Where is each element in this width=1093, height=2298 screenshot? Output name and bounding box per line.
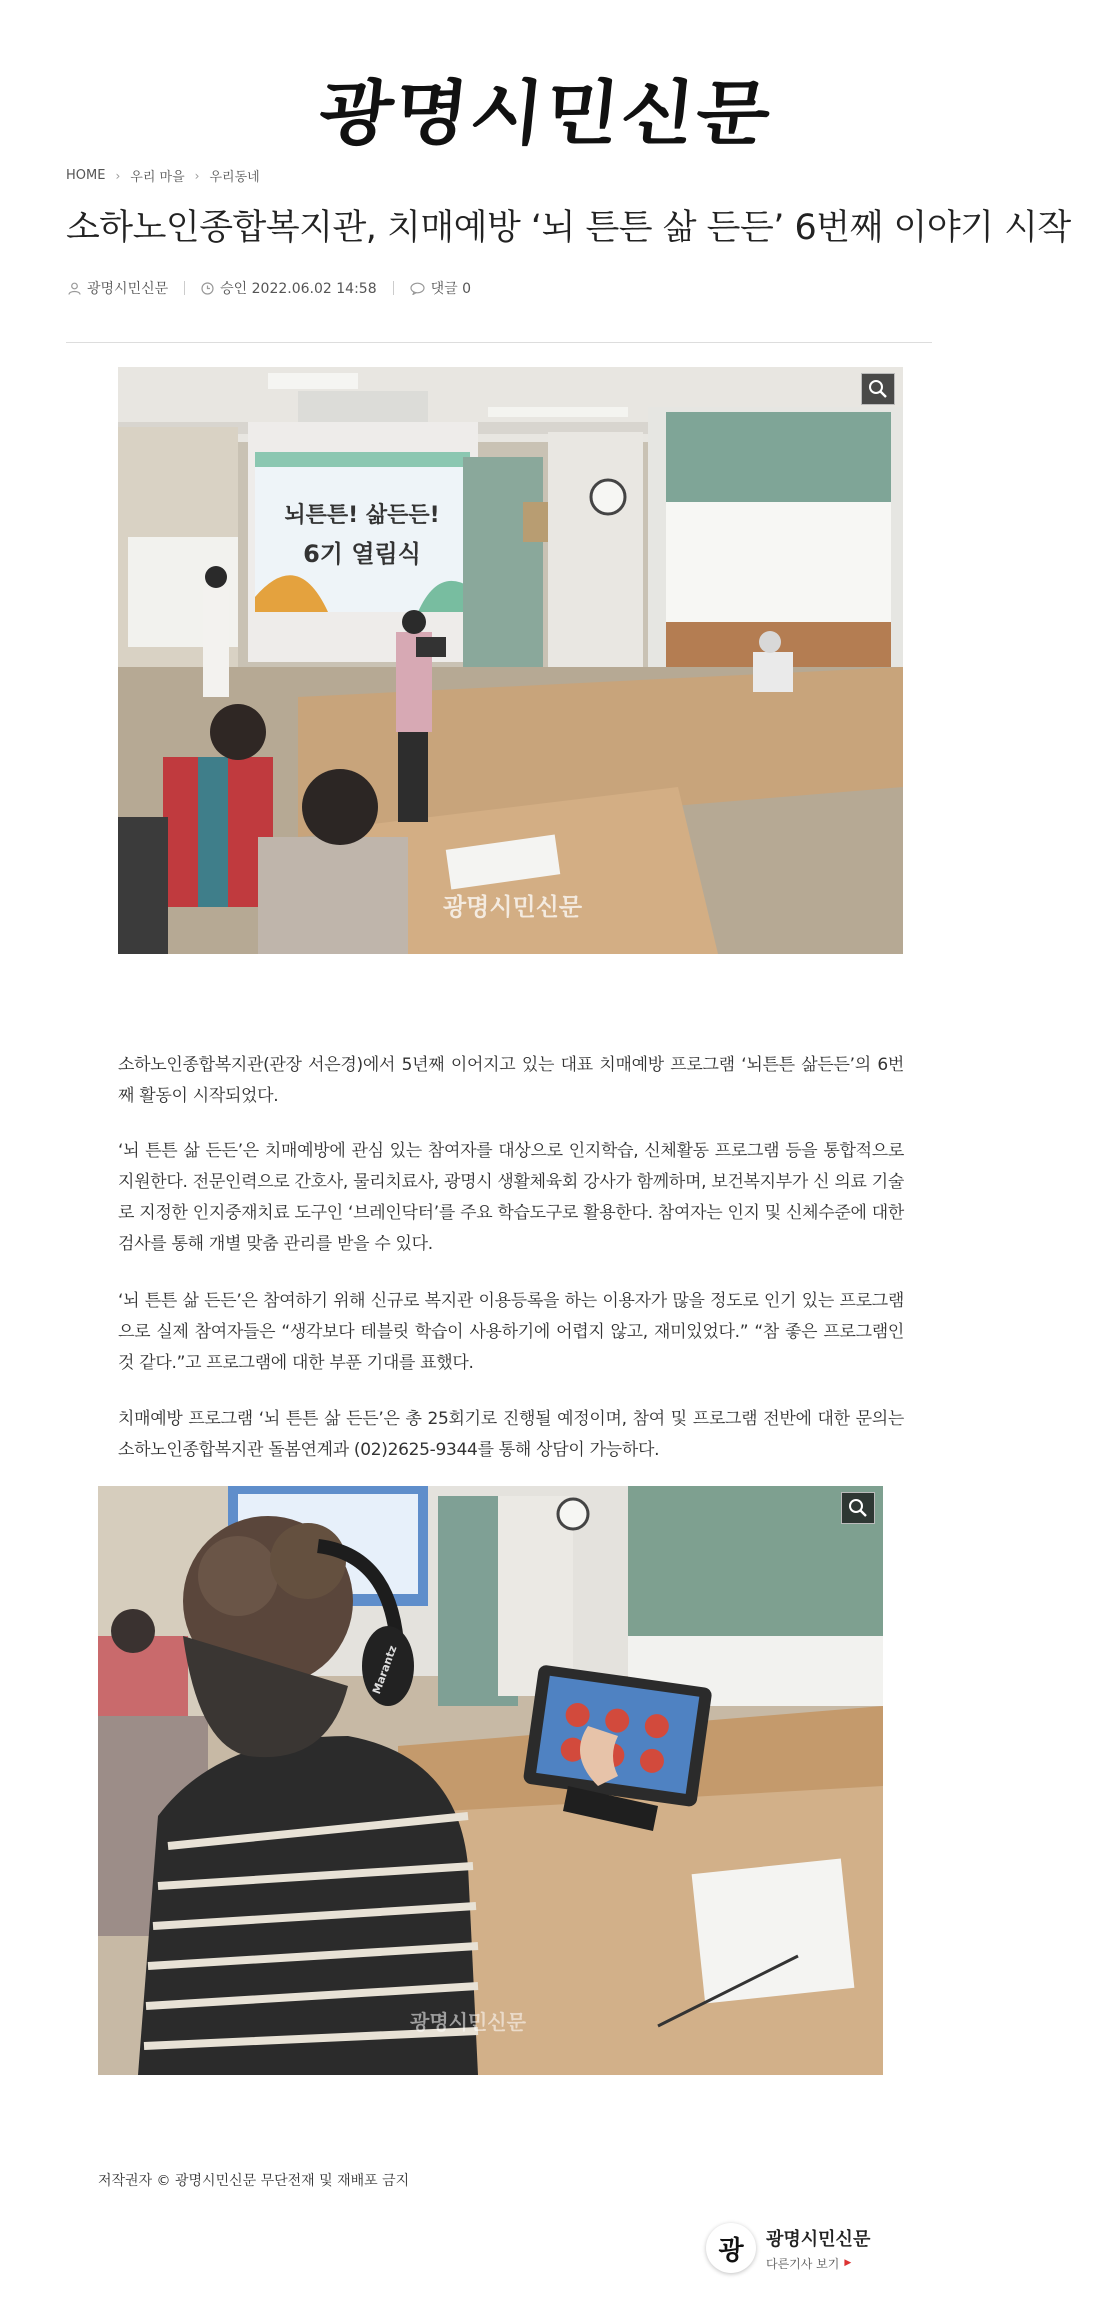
- screen-line-1: 뇌튼튼! 삶든든!: [284, 503, 440, 528]
- breadcrumb: [66, 166, 260, 185]
- more-articles-label[interactable]: 다른기사 보기: [766, 2256, 840, 2271]
- magnifier-icon: [868, 379, 888, 399]
- publisher-info: [766, 2225, 870, 2272]
- publisher-logo[interactable]: 광: [706, 2223, 756, 2273]
- comment-info[interactable]: [410, 278, 471, 298]
- article-meta: [68, 278, 471, 298]
- screen-line-2: 6기 열림식: [303, 540, 421, 568]
- breadcrumb-home[interactable]: HOME: [66, 168, 106, 183]
- meta-divider: [393, 281, 394, 295]
- article-photo-ceremony[interactable]: [118, 367, 903, 954]
- more-articles-link[interactable]: [766, 2255, 870, 2272]
- zoom-button[interactable]: [861, 373, 895, 405]
- site-logo[interactable]: 광명시민신문: [315, 71, 777, 154]
- paragraph: ‘뇌 튼튼 삶 든든’은 참여하기 위해 신규로 복지관 이용등록을 하는 이용자가 많을 정도로 인기 있는 프로그램으로 실제 참여자들은 “생각보다 테블릿 학습이 사용하기에 어렵지 않고, 재미있었다.” “참 좋은 프로그램인 것 같다.”고 프로그램에 대한 부푼 기대를 표했다.: [118, 1291, 904, 1373]
- tablet-scene-image: [98, 1486, 883, 2075]
- photo-watermark: 광명시민신문: [410, 2010, 526, 2034]
- paragraph: 치매예방 프로그램 ‘뇌 튼튼 삶 든든’은 총 25회기로 진행될 예정이며, 참여 및 프로그램 전반에 대한 문의는 소하노인종합복지관 돌봄연계과 (02)2625-9344를 통해 상담이 가능하다.: [118, 1409, 904, 1460]
- approval-info: [201, 278, 376, 298]
- ceremony-scene-image: [118, 367, 903, 954]
- paragraph: 소하노인종합복지관(관장 서은경)에서 5년째 이어지고 있는 대표 치매예방 프로그램 ‘뇌튼튼 삶든든’의 6번째 활동이 시작되었다.: [118, 1055, 904, 1106]
- chevron-right-icon: ›: [194, 168, 200, 183]
- headset-brand: Marantz: [369, 1643, 400, 1696]
- article-photo-tablet[interactable]: [98, 1486, 883, 2075]
- article-title: 소하노인종합복지관, 치매예방 ‘뇌 튼튼 삶 든든’ 6번째 이야기 시작: [66, 208, 1071, 248]
- person-icon: [68, 282, 81, 295]
- zoom-button[interactable]: [841, 1492, 875, 1524]
- author-info: [68, 278, 168, 298]
- publisher-name[interactable]: 광명시민신문: [766, 2228, 871, 2250]
- magnifier-icon: [848, 1498, 868, 1518]
- breadcrumb-section[interactable]: 우리 마을: [130, 170, 185, 185]
- caret-right-icon: ▶: [844, 2258, 852, 2268]
- copyright-notice: 저작권자 © 광명시민신문 무단전재 및 재배포 금지: [98, 2173, 410, 2189]
- photo-watermark: 광명시민신문: [443, 892, 583, 921]
- publisher-card[interactable]: [706, 2213, 906, 2283]
- divider-line: [66, 342, 932, 343]
- chevron-right-icon: ›: [115, 168, 121, 183]
- breadcrumb-subsection[interactable]: 우리동네: [209, 170, 260, 185]
- meta-divider: [184, 281, 185, 295]
- speech-bubble-icon: [410, 282, 425, 295]
- approval-date: 승인 2022.06.02 14:58: [220, 281, 377, 297]
- clock-icon: [201, 282, 214, 295]
- paragraph: ‘뇌 튼튼 삶 든든’은 치매예방에 관심 있는 참여자를 대상으로 인지학습, 신체활동 프로그램 등을 통합적으로 지원한다. 전문인력으로 간호사, 물리치료사, 광명시 생활체육회 강사가 함께하며, 보건복지부가 신 의료 기술로 지정한 인지중재치료 도구인 ‘브레인닥터’를 주요 학습도구로 활용한다. 참여자는 인지 및 신체수준에 대한 검사를 통해 개별 맞춤 관리를 받을 수 있다.: [118, 1141, 904, 1254]
- masthead[interactable]: [0, 52, 1093, 162]
- comment-count[interactable]: 댓글 0: [430, 281, 472, 297]
- author-name[interactable]: 광명시민신문: [87, 281, 169, 297]
